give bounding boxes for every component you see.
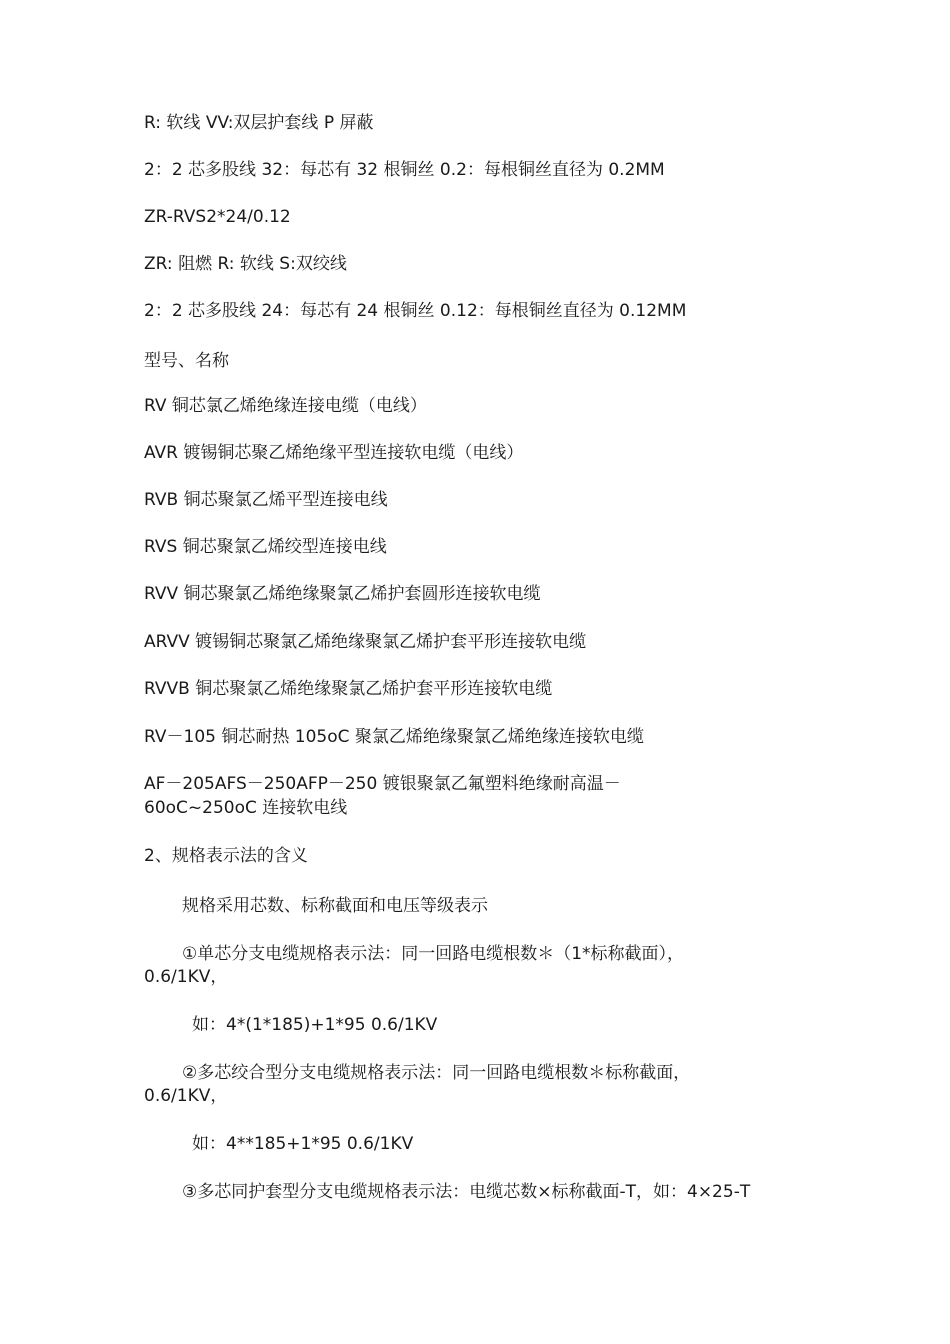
text-line: ARVV 镀锡铜芯聚氯乙烯绝缘聚氯乙烯护套平形连接软电缆 xyxy=(144,632,587,652)
example-line: 如：4*(1*185)+1*95 0.6/1KV xyxy=(192,1015,438,1035)
text-line: 规格采用芯数、标称截面和电压等级表示 xyxy=(182,896,488,916)
text-line: AVR 镀锡铜芯聚乙烯绝缘平型连接软电缆（电线） xyxy=(144,443,524,463)
text-line: AF－205AFS－250AFP－250 镀银聚氯乙氟塑料绝缘耐高温－ xyxy=(144,774,621,794)
text-line: 0.6/1KV， xyxy=(144,967,228,987)
text-line: ZR-RVS2*24/0.12 xyxy=(144,207,291,227)
text-line: RVVB 铜芯聚氯乙烯绝缘聚氯乙烯护套平形连接软电缆 xyxy=(144,679,553,699)
section-heading: 2、规格表示法的含义 xyxy=(144,846,308,866)
text-line: 0.6/1KV， xyxy=(144,1086,228,1106)
text-line: ②多芯绞合型分支电缆规格表示法：同一回路电缆根数＊标称截面， xyxy=(182,1063,691,1083)
text-line: 2：2 芯多股线 32：每芯有 32 根铜丝 0.2：每根铜丝直径为 0.2MM xyxy=(144,160,665,180)
text-line: 60oC~250oC 连接软电线 xyxy=(144,798,348,818)
text-line: ZR: 阻燃 R: 软线 S:双绞线 xyxy=(144,254,347,274)
text-line: 2：2 芯多股线 24：每芯有 24 根铜丝 0.12：每根铜丝直径为 0.12MM xyxy=(144,301,687,321)
section-heading: 型号、名称 xyxy=(144,351,229,371)
text-line: RVV 铜芯聚氯乙烯绝缘聚氯乙烯护套圆形连接软电缆 xyxy=(144,584,541,604)
text-line: R: 软线 VV:双层护套线 P 屏蔽 xyxy=(144,113,374,133)
example-line: 如：4**185+1*95 0.6/1KV xyxy=(192,1134,414,1154)
text-line: RVS 铜芯聚氯乙烯绞型连接电线 xyxy=(144,537,387,557)
text-line: RVB 铜芯聚氯乙烯平型连接电线 xyxy=(144,490,388,510)
text-line: RV 铜芯氯乙烯绝缘连接电缆（电线） xyxy=(144,396,427,416)
text-line: ③多芯同护套型分支电缆规格表示法：电缆芯数×标称截面-T，如：4×25-T xyxy=(182,1182,751,1202)
text-line: RV－105 铜芯耐热 105oC 聚氯乙烯绝缘聚氯乙烯绝缘连接软电缆 xyxy=(144,727,644,747)
text-line: ①单芯分支电缆规格表示法：同一回路电缆根数＊（1*标称截面）， xyxy=(182,944,685,964)
